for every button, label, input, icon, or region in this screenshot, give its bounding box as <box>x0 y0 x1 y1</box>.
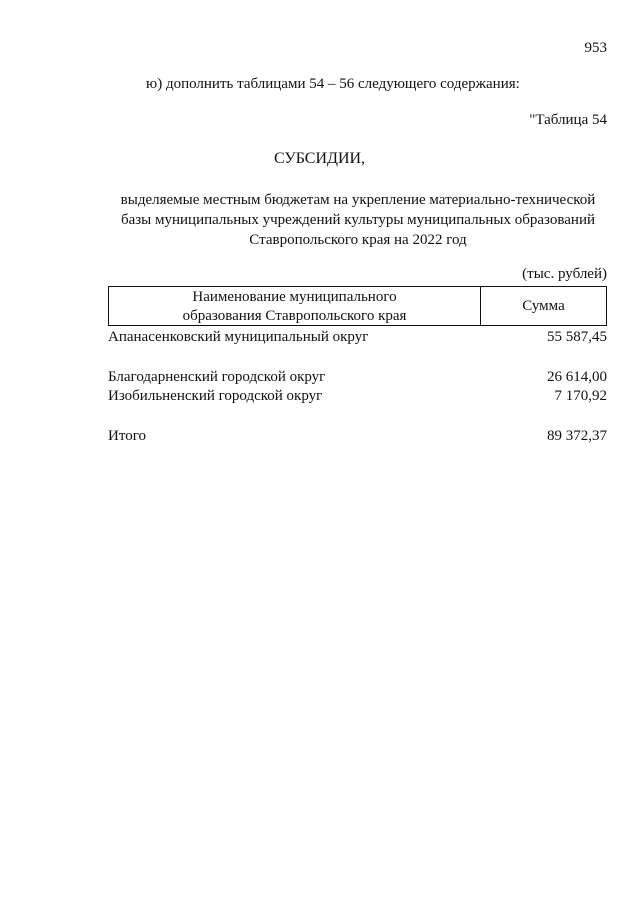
subtitle-line-3: Ставропольского края на 2022 год <box>249 232 467 248</box>
subtitle-line-1: выделяемые местным бюджетам на укрепление материально-технической <box>120 192 596 208</box>
units-label: (тыс. рублей) <box>522 266 607 282</box>
header-name-line-2: образования Ставропольского края <box>182 308 407 324</box>
total-row <box>108 426 607 446</box>
row-name: Благодарненский городской округ <box>108 369 326 385</box>
table-caption: "Таблица 54 <box>529 112 607 128</box>
row-name: Апанасенковский муниципальный округ <box>108 329 369 345</box>
table-row <box>108 386 607 406</box>
table-row <box>108 327 607 347</box>
table-row <box>108 367 607 387</box>
document-title: СУБСИДИИ, <box>273 150 366 167</box>
row-sum: 7 170,92 <box>554 388 607 404</box>
intro-text: ю) дополнить таблицами 54 – 56 следующего содержания: <box>146 76 520 92</box>
header-name-cell <box>109 287 481 325</box>
subtitle-line-2: базы муниципальных учреждений культуры муниципальных образований <box>120 212 596 228</box>
row-name: Изобильненский городской округ <box>108 388 323 404</box>
header-name-line-1: Наименование муниципального <box>192 289 397 305</box>
total-label: Итого <box>108 428 146 444</box>
header-sum-cell: Сумма <box>522 297 565 314</box>
page-number: 953 <box>584 40 607 56</box>
document-subtitle <box>108 190 608 250</box>
row-sum: 55 587,45 <box>547 329 607 345</box>
total-sum: 89 372,37 <box>547 428 607 444</box>
table-header <box>108 286 607 326</box>
row-sum: 26 614,00 <box>547 369 607 385</box>
